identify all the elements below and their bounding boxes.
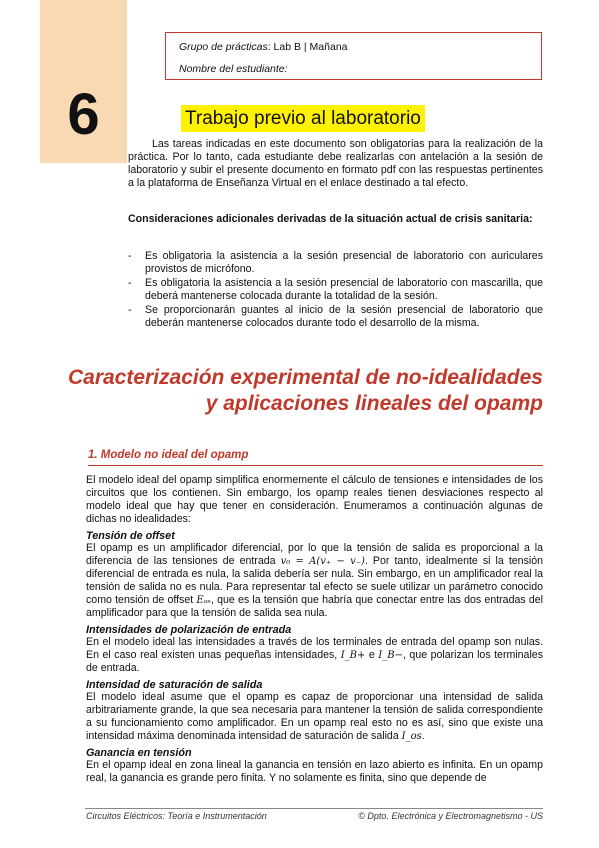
offset-text-b: . Por tanto, idealmente si la tensión diferencial de entrada es nula, la salida debería ser nula. Sin embargo, en un amplificador real la tensión de salida no es nula. Para representar tal efecto se suele utilizar un parámetro conocido como tensión de offset xyxy=(86,555,543,606)
bias-text-b: , que polarizan los terminales de entrada. xyxy=(86,649,543,674)
bias-subheading: Intensidades de polarización de entrada xyxy=(86,624,292,636)
section-1-body xyxy=(86,474,543,785)
saturation-text-b: . xyxy=(421,730,425,742)
student-name-line xyxy=(179,63,288,76)
chapter-number: 6 xyxy=(67,82,100,147)
group-line xyxy=(179,41,348,54)
bias-symbol-minus: I_B− xyxy=(378,650,403,661)
offset-text-c: , que es la tensión que habría que conectar entre las dos entradas del amplificador para que la tensión de salida sea nula. xyxy=(86,594,543,619)
group-value: : Lab B | Mañana xyxy=(267,41,348,53)
offset-text-a: El opamp es un amplificador diferencial, por lo que la tensión de salida es proporcional a la diferencia de las tensiones de entrada xyxy=(86,542,543,567)
student-name-label: Nombre del estudiante: xyxy=(179,63,288,75)
main-title-line-1: Caracterización experimental de no-idealidades xyxy=(67,366,543,389)
intro-paragraph: Las tareas indicadas en este documento son obligatorias para la realización de la práctica. Por lo tanto, cada estudiante debe realizarlas con antelación a la sesión de laboratorio y subir el presente documento en formato pdf con las respuestas pertinentes a la plataforma de Enseñanza Virtual en el enlace destinado a tal efecto. xyxy=(128,138,543,189)
saturation-text-a: El modelo ideal asume que el opamp es capaz de proporcionar una intensidad de salida arbitrariamente grande, la que sea necesaria para mantener la tensión de salida correspondiente a su funcionamiento como amplificador. En un opamp real esto no es así, sino que existe una intensidad máxima denominada intensidad de saturación de salida xyxy=(86,691,543,742)
bias-text-mid: e xyxy=(365,649,379,661)
student-info-box xyxy=(165,32,542,80)
offset-formula: v₀ = A(v₊ − v₋) xyxy=(280,556,365,567)
group-label: Grupo de prácticas xyxy=(179,41,268,53)
bias-symbol-plus: I_B+ xyxy=(340,650,366,661)
list-item: - Es obligatoria la asistencia a la sesión presencial de laboratorio con mascarilla, que deberá mantenerse colocada durante la totalidad de la sesión. xyxy=(128,277,543,303)
footer-left: Circuitos Eléctricos: Teoría e Instrumentación xyxy=(86,811,267,821)
footer-right: © Dpto. Electrónica y Electromagnetismo - US xyxy=(358,811,543,821)
section-1-intro: El modelo ideal del opamp simplifica enormemente el cálculo de tensiones e intensidades de los circuitos que los contienen. Sin embargo, los opamp reales tienen desviaciones respecto al modelo ideal que hay que tener en consideración. Enumeramos a continuación algunas de dichas no idealidades: xyxy=(86,474,543,525)
offset-symbol: Eₒₛ xyxy=(196,595,211,606)
considerations-heading: Consideraciones adicionales derivadas de la situación actual de crisis sanitaria: xyxy=(128,213,533,225)
main-title-line-2: y aplicaciones lineales del opamp xyxy=(205,392,543,415)
saturation-symbol: I_os xyxy=(401,731,422,742)
saturation-paragraph xyxy=(86,691,543,743)
gain-subheading: Ganancia en tensión xyxy=(86,747,192,759)
saturation-subheading: Intensidad de saturación de salida xyxy=(86,679,263,691)
list-item: - Es obligatoria la asistencia a la sesión presencial de laboratorio con auriculares provistos de micrófono. xyxy=(128,250,543,276)
main-title xyxy=(68,365,543,417)
offset-paragraph xyxy=(86,542,543,620)
bias-text-a: En el modelo ideal las intensidades a través de los terminales de entrada del opamp son nulas. En el caso real existen unas pequeñas intensidades, xyxy=(86,636,543,661)
considerations-list xyxy=(128,250,543,331)
gain-paragraph: En el opamp ideal en zona lineal la ganancia en tensión en lazo abierto es infinita. En un opamp real, la ganancia es grande pero finita. Y no solamente es finita, sino que depende de xyxy=(86,759,543,784)
section-1-heading: 1. Modelo no ideal del opamp xyxy=(88,449,249,461)
section-title: Trabajo previo al laboratorio xyxy=(181,105,425,132)
list-item: - Se proporcionarán guantes al inicio de la sesión presencial de laboratorio que deberán mantenerse colocados durante todo el desarrollo de la misma. xyxy=(128,304,543,330)
footer-rule xyxy=(85,808,543,809)
bias-paragraph xyxy=(86,636,543,675)
section-1-rule xyxy=(88,465,543,466)
offset-subheading: Tensión de offset xyxy=(86,530,175,542)
